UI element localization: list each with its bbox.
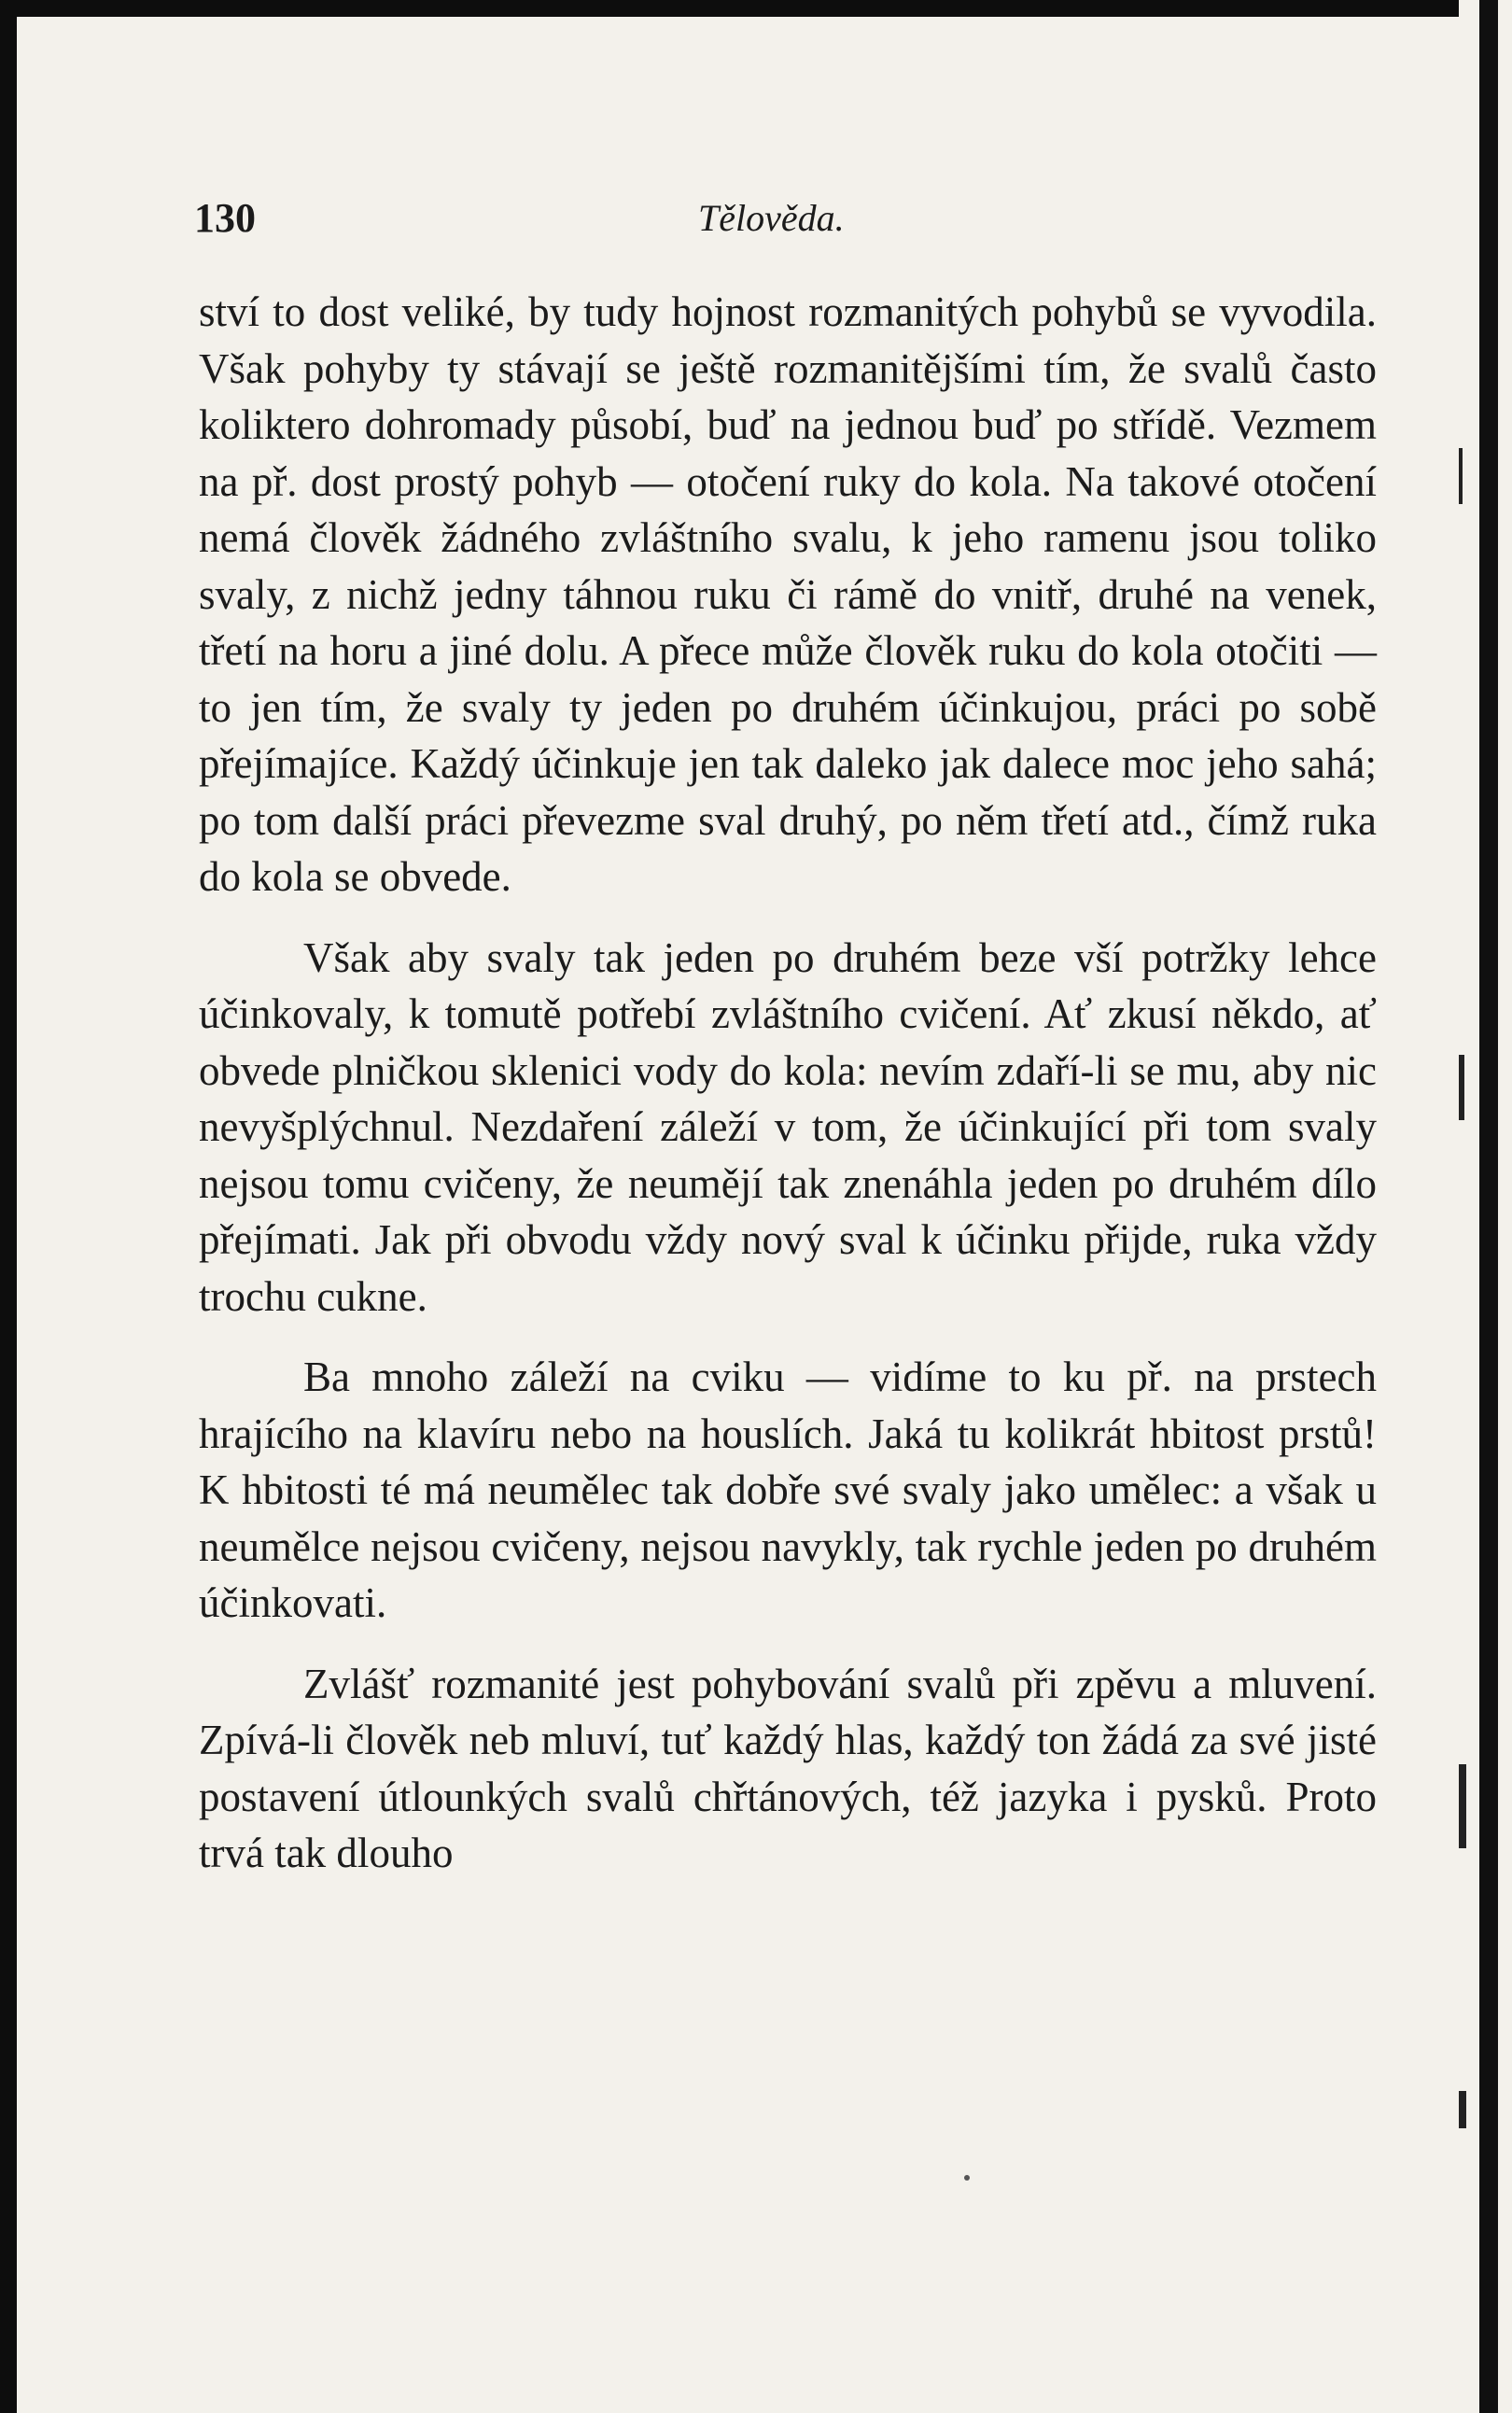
adjacent-page-edge <box>1459 0 1512 2413</box>
page-header <box>194 194 1375 250</box>
edge-mark <box>1459 1764 1466 1848</box>
binding-shadow <box>1479 0 1498 2413</box>
edge-mark <box>1459 448 1463 504</box>
running-title: Tělověda. <box>698 197 845 239</box>
paragraph-4: Zvlášť rozmanité jest pohybování svalů při zpěvu a mluvení. Zpívá-li člověk neb mluví, tuť každý hlas, každý ton žádá za své jisté postavení útlounkých svalů chřtánových, též jazyka i pysků. Proto trvá tak dlouho <box>199 1660 1377 1876</box>
body-text <box>199 284 1377 1882</box>
ink-speck <box>964 2175 970 2181</box>
edge-mark <box>1459 1055 1464 1120</box>
paragraph-3: Ba mnoho záleží na cviku — vidíme to ku př. na prstech hrajícího na klavíru nebo na houslích. Jaká tu kolikrát hbitost prstů! K hbitosti té má neumělec tak dobře své svaly jako umělec: a však u neumělce nejsou cvičeny, nejsou navykly, tak rychle jeden po druhém účinkovati. <box>199 1354 1377 1626</box>
paragraph-1: ství to dost veliké, by tudy hojnost rozmanitých pohybů se vyvodila. Však pohyby ty stávají se ještě rozmanitějšími tím, že svalů často koliktero dohromady působí, buď na jednou buď po střídě. Vezmem na př. dost prostý pohyb — otočení ruky do kola. Na takové otočení nemá člověk žádného zvláštního svalu, k jeho ramenu jsou toliko svaly, z nichž jedny táhnou ruku či rámě do vnitř, druhé na venek, třetí na horu a jiné dolu. A přece může člověk ruku do kola otočiti — to jen tím, že svaly ty jeden po druhém účinkujou, práci po sobě přejímajíce. Každý účinkuje jen tak daleko jak dalece moc jeho sahá; po tom další práci převezme sval druhý, po něm třetí atd., čímž ruka do kola se obvede. <box>199 288 1377 900</box>
edge-mark <box>1459 2091 1466 2128</box>
book-page <box>17 17 1459 2413</box>
paragraph-2: Však aby svaly tak jeden po druhém beze vší potržky lehce účinkovaly, k tomutě potřebí zvláštního cvičení. Ať zkusí někdo, ať obvede plničkou sklenici vody do kola: nevím zdaří-li se mu, aby nic nevyšplýchnul. Nezdaření záleží v tom, že účinkující při tom svaly nejsou tomu cvičeny, že neumějí tak znenáhla jeden po druhém dílo přejímati. Jak při obvodu vždy nový sval k účinku přijde, ruka vždy trochu cukne. <box>199 933 1377 1320</box>
page-number: 130 <box>194 195 256 241</box>
